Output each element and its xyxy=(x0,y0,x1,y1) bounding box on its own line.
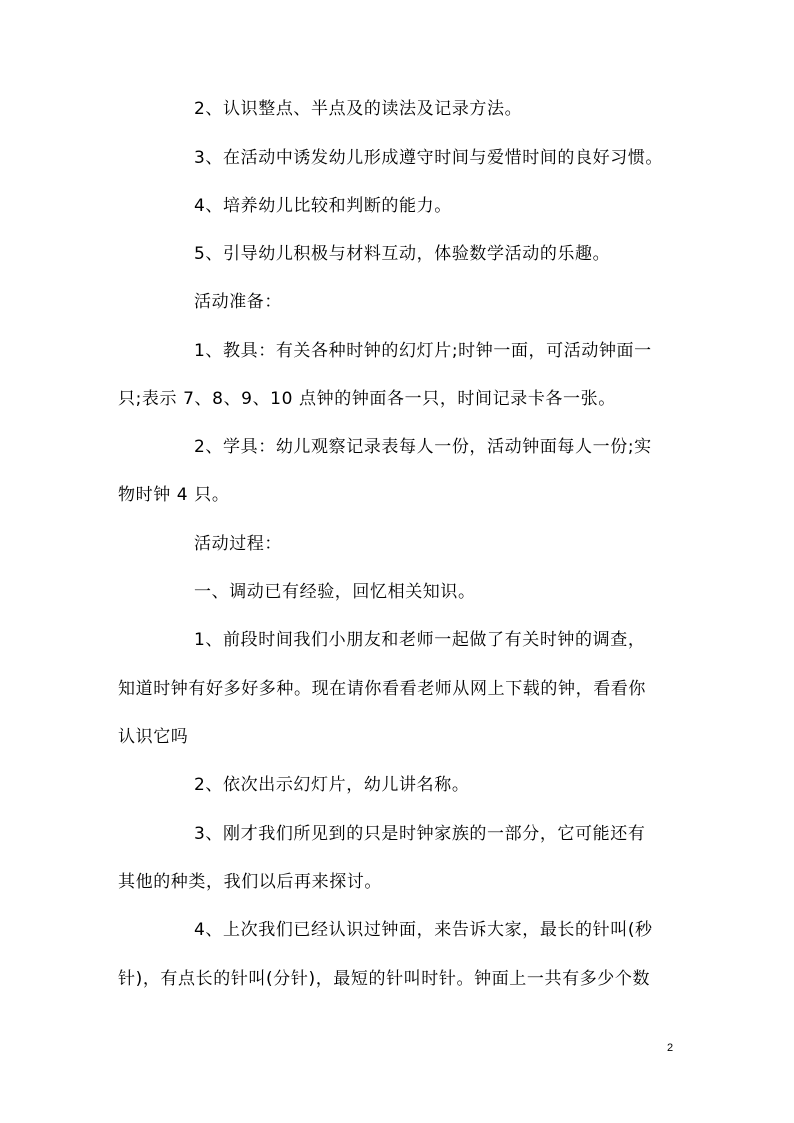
process-3-line-2: 其他的种类，我们以后再来探讨。 xyxy=(118,872,382,892)
process-1-line-2: 知道时钟有好多好多种。现在请你看看老师从网上下载的钟，看看你 xyxy=(118,679,646,699)
process-heading: 活动过程： xyxy=(194,534,282,554)
process-1-line-3: 认识它吗 xyxy=(118,727,189,747)
process-1-line-1: 1、前段时间我们小朋友和老师一起做了有关时钟的调查， xyxy=(194,630,646,650)
preparation-heading: 活动准备： xyxy=(194,292,282,312)
goal-3-text: 3、在活动中诱发幼儿形成遵守时间与爱惜时间的良好习惯。 xyxy=(194,148,664,168)
goal-4-text: 4、培养幼儿比较和判断的能力。 xyxy=(194,196,452,216)
goal-5-text: 5、引导幼儿积极与材料互动，体验数学活动的乐趣。 xyxy=(194,244,611,264)
preparation-1-line-1: 1、教具：有关各种时钟的幻灯片;时钟一面，可活动钟面一 xyxy=(194,341,652,361)
process-step-1-heading: 一、调动已有经验，回忆相关知识。 xyxy=(194,582,476,602)
preparation-1-line-2: 只;表示 7、8、9、10 点钟的钟面各一只，时间记录卡各一张。 xyxy=(118,389,616,409)
preparation-2-line-2: 物时钟 4 只。 xyxy=(118,485,230,505)
process-3-line-1: 3、刚才我们所见到的只是时钟家族的一部分，它可能还有 xyxy=(194,824,646,844)
goal-2-text: 2、认识整点、半点及的读法及记录方法。 xyxy=(194,99,523,119)
process-4-line-2: 针)，有点长的针叫(分针)，最短的针叫时针。钟面上一共有多少个数 xyxy=(118,969,651,989)
process-4-line-1: 4、上次我们已经认识过钟面，来告诉大家，最长的针叫(秒 xyxy=(194,920,653,940)
preparation-2-line-1: 2、学具：幼儿观察记录表每人一份，活动钟面每人一份;实 xyxy=(194,437,652,457)
page-number: 2 xyxy=(667,1042,674,1054)
process-2-text: 2、依次出示幻灯片，幼儿讲名称。 xyxy=(194,775,470,795)
